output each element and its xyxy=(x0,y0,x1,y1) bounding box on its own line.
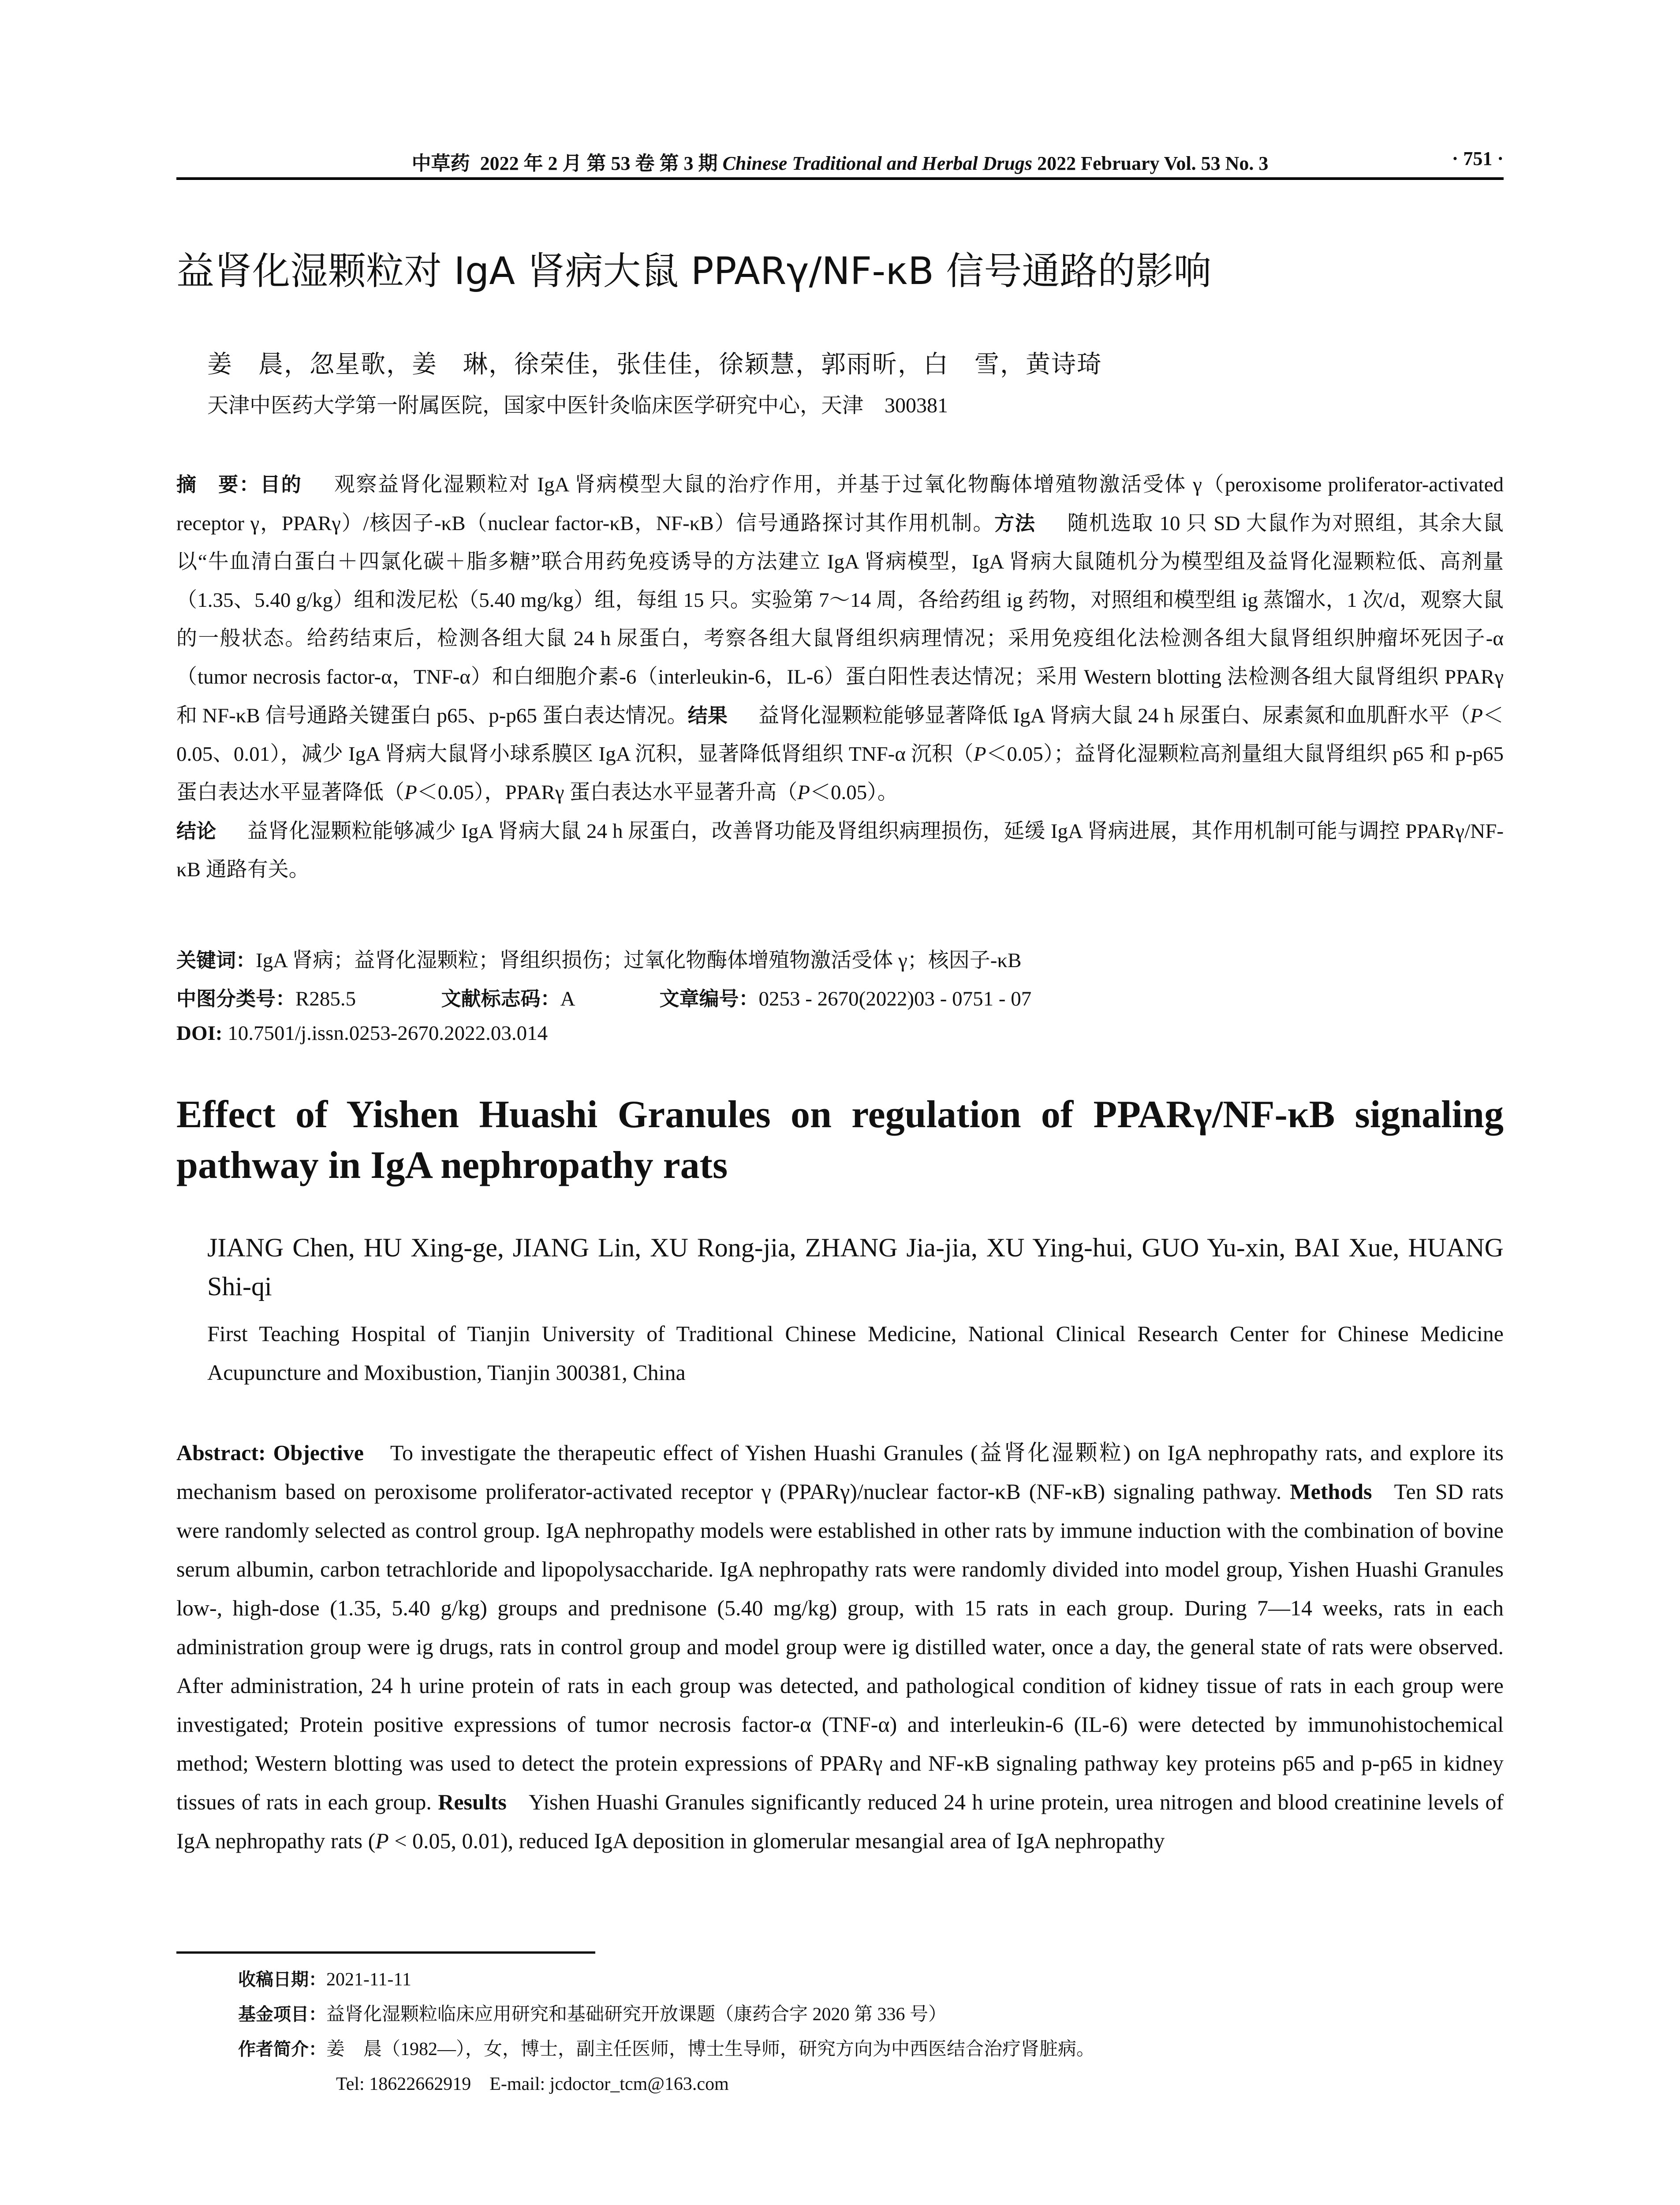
issue-en: 2022 February Vol. 53 No. 3 xyxy=(1037,153,1269,174)
results-text-en: Yishen Huashi Granules significantly reduced 24 h urine protein, urea nitrogen and blood creatinine levels of IgA nephropathy rats ( xyxy=(176,1790,1504,1853)
abstract-label-en: Abstract: Objective xyxy=(176,1440,364,1465)
p-value-symbol: P xyxy=(375,1828,389,1853)
issue-cn: 2022 年 2 月 第 53 卷 第 3 期 xyxy=(480,153,718,174)
keywords: IgA 肾病；益肾化湿颗粒；肾组织损伤；过氧化物酶体增殖物激活受体 γ；核因子-κB xyxy=(256,949,1022,972)
conclusion-text-cn: 益肾化湿颗粒能够减少 IgA 肾病大鼠 24 h 尿蛋白，改善肾功能及肾组织病理损伤，延缓 IgA 肾病进展，其作用机制可能与调控 PPARγ/NF-κB 通路有关。 xyxy=(176,820,1504,881)
received-date xyxy=(238,1962,1095,1997)
title-cn: 益肾化湿颗粒对 IgA 肾病大鼠 PPARγ/NF-κB 信号通路的影响 xyxy=(176,249,1212,293)
author-bio xyxy=(238,2032,1095,2067)
clc-code: R285.5 xyxy=(295,987,356,1010)
p-value-symbol: P xyxy=(973,743,986,766)
doc-code: A xyxy=(560,987,574,1010)
fund-label: 基金项目： xyxy=(238,2004,326,2025)
methods-label-en: Methods xyxy=(1290,1479,1372,1504)
fund-info xyxy=(238,1997,1095,2032)
results-text-cn: ＜0.05）；益肾化湿颗粒高剂量组大鼠肾组织 p65 和 p-p65 蛋白表达水平显著降低（ xyxy=(176,743,1504,804)
authors-en: JIANG Chen, HU Xing-ge, JIANG Lin, XU Rong-jia, ZHANG Jia-jia, XU Ying-hui, GUO Yu-xin, BAI Xue, HUANG Shi-qi xyxy=(207,1233,1504,1301)
results-label-en: Results xyxy=(438,1790,507,1814)
running-header xyxy=(176,140,1504,180)
journal-name-en: Chinese Traditional and Herbal Drugs xyxy=(722,153,1033,174)
author-contact: Tel: 18622662919 E-mail: jcdoctor_tcm@163.com xyxy=(336,2074,729,2094)
page-number: · 751 · xyxy=(1452,148,1504,169)
author-bio-value: 姜 晨（1982—），女，博士，副主任医师，博士生导师，研究方向为中西医结合治疗肾脏病。 xyxy=(326,2039,1095,2059)
doi-line xyxy=(176,1021,1504,1045)
doi: 10.7501/j.issn.0253-2670.2022.03.014 xyxy=(228,1022,548,1045)
received-label: 收稿日期： xyxy=(238,1970,326,1990)
results-label-cn: 结果 xyxy=(687,704,728,727)
fund-value: 益肾化湿颗粒临床应用研究和基础研究开放课题（康药合字 2020 第 336 号） xyxy=(326,2004,947,2025)
results-text-cn: 益肾化湿颗粒能够显著降低 IgA 肾病大鼠 24 h 尿蛋白、尿素氮和血肌酐水平（ xyxy=(758,704,1471,727)
clc-label: 中图分类号： xyxy=(176,987,296,1010)
author-bio-label: 作者简介： xyxy=(238,2039,326,2059)
abstract-label-cn: 摘 要： xyxy=(176,473,261,496)
methods-text-en: Ten SD rats were randomly selected as control group. IgA nephropathy models were established in other rats by immune induction with the combination of bovine serum albumin, carbon tetrachloride and lipopolysaccharide. IgA nephropathy rats were randomly divided into model group, Yishen Huashi Granules low-, high-dose (1.35, 5.40 g/kg) groups and prednisone (5.40 mg/kg) group, with 15 rats in each group. During 7—14 weeks, rats in each administration group were ig drugs, rats in control group and model group were ig distilled water, once a day, the general state of rats were observed. After administration, 24 h urine protein of rats in each group was detected, and pathological condition of kidney tissue of rats in each group were investigated; Protein positive expressions of tumor necrosis factor-α (TNF-α) and interleukin-6 (IL-6) were detected by immunohistochemical method; Western blotting was used to detect the protein expressions of PPARγ and NF-κB signaling pathway key proteins p65 and p-p65 in kidney tissues of rats in each group. xyxy=(176,1479,1504,1814)
results-text-en: < 0.05, 0.01), reduced IgA deposition in glomerular mesangial area of IgA nephropathy xyxy=(388,1828,1165,1853)
authors-cn: 姜 晨，忽星歌，姜 琳，徐荣佳，张佳佳，徐颖慧，郭雨昕，白 雪，黄诗琦 xyxy=(207,351,1102,378)
footnotes xyxy=(238,1962,1095,2102)
results-text-cn: ＜0.05、0.01），减少 IgA 肾病大鼠肾小球系膜区 IgA 沉积，显著降低肾组织 TNF-α 沉积（ xyxy=(176,704,1504,766)
received-value: 2021-11-11 xyxy=(326,1970,411,1990)
p-value-symbol: P xyxy=(404,781,417,804)
article-number: 0253 - 2670(2022)03 - 0751 - 07 xyxy=(758,987,1032,1010)
abstract-cn xyxy=(176,465,1504,889)
methods-label-cn: 方法 xyxy=(994,512,1036,535)
results-text-cn: ＜0.05），PPARγ 蛋白表达水平显著升高（ xyxy=(417,781,798,804)
objective-label-cn: 目的 xyxy=(260,473,302,496)
journal-name-cn: 中草药 xyxy=(411,153,470,174)
keywords-label: 关键词： xyxy=(176,949,256,972)
footnote-divider xyxy=(176,1951,595,1954)
objective-text-cn: 观察益肾化湿颗粒对 IgA 肾病模型大鼠的治疗作用，并基于过氧化物酶体增殖物激活受体 γ（peroxisome proliferator-activated receptor γ，PPARγ）/核因子-κB（nuclear factor-κB，NF-κB）信号通路探讨其作用机制。 xyxy=(176,473,1504,535)
p-value-symbol: P xyxy=(797,781,810,804)
doc-code-label: 文献标志码： xyxy=(441,987,560,1010)
abstract-en xyxy=(176,1433,1504,1860)
results-text-cn: ＜0.05）。 xyxy=(810,781,898,804)
conclusion-label-cn: 结论 xyxy=(176,819,217,843)
keywords-line xyxy=(176,944,1504,973)
affiliation-cn: 天津中医药大学第一附属医院，国家中医针灸临床医学研究中心，天津 300381 xyxy=(207,394,948,417)
classification-line xyxy=(176,983,1504,1011)
objective-text-en: To investigate the therapeutic effect of Yishen Huashi Granules (益肾化湿颗粒) on IgA nephropathy rats, and explore its mechanism based on peroxisome proliferator-activated receptor γ (PPARγ)/nuclear factor-κB (NF-κB) signaling pathway. xyxy=(176,1440,1504,1504)
affiliation-en: First Teaching Hospital of Tianjin University of Traditional Chinese Medicine, National Clinical Research Center for Chinese Medicine Acupuncture and Moxibustion, Tianjin 300381, China xyxy=(207,1321,1504,1385)
article-number-label: 文章编号： xyxy=(659,987,759,1010)
p-value-symbol: P xyxy=(1470,704,1483,727)
header-citation xyxy=(176,147,1504,176)
doi-label: DOI: xyxy=(176,1022,223,1045)
methods-text-cn: 随机选取 10 只 SD 大鼠作为对照组，其余大鼠以“牛血清白蛋白＋四氯化碳＋脂多糖”联合用药免疫诱导的方法建立 IgA 肾病模型，IgA 肾病大鼠随机分为模型组及益肾化湿颗粒低、高剂量（1.35、5.40 g/kg）组和泼尼松（5.40 mg/kg）组，每组 15 只。实验第 7～14 周，各给药组 ig 药物，对照组和模型组 ig 蒸馏水，1 次/d，观察大鼠的一般状态。给药结束后，检测各组大鼠 24 h 尿蛋白，考察各组大鼠肾组织病理情况；采用免疫组化法检测各组大鼠肾组织肿瘤坏死因子-α（tumor necrosis factor-α，TNF-α）和白细胞介素-6（interleukin-6，IL-6）蛋白阳性表达情况；采用 Western blotting 法检测各组大鼠肾组织 PPARγ 和 NF-κB 信号通路关键蛋白 p65、p-p65 蛋白表达情况。 xyxy=(176,512,1504,727)
title-en: Effect of Yishen Huashi Granules on regulation of PPARγ/NF-κB signaling pathway in IgA nephropathy rats xyxy=(176,1093,1504,1187)
